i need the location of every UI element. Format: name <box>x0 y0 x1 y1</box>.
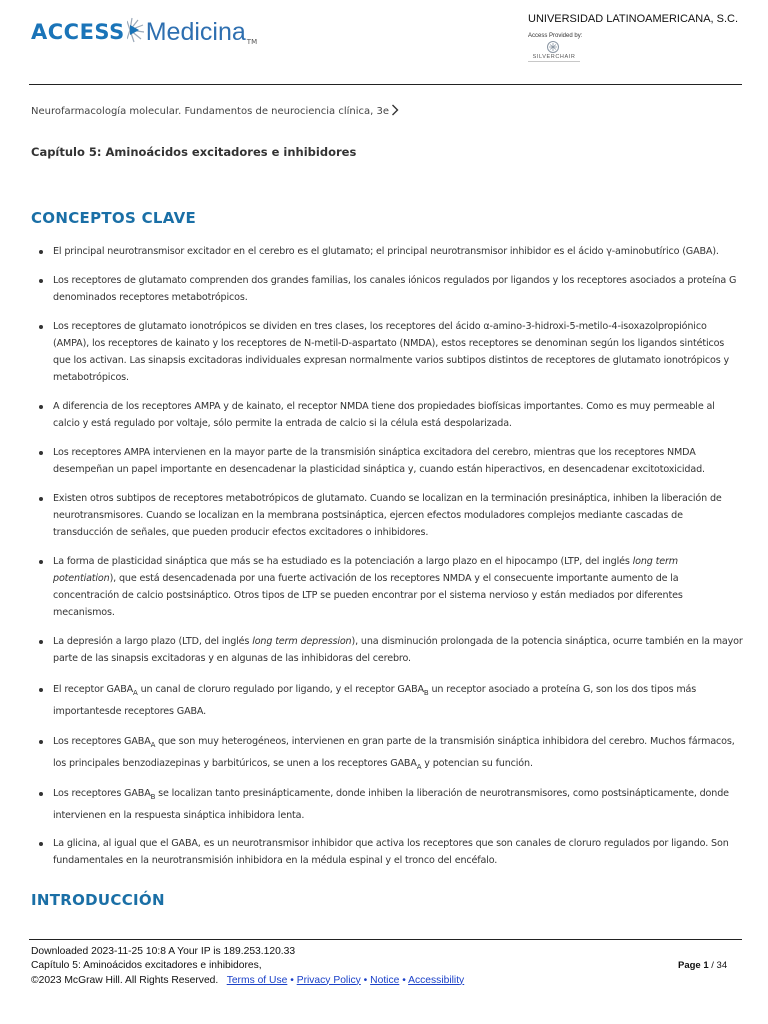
subscript: A <box>133 688 138 697</box>
list-item-text: Los receptores GABA <box>53 788 151 799</box>
list-item <box>31 679 743 723</box>
site-header <box>0 0 768 86</box>
list-item-text: La forma de plasticidad sináptica que más se ha estudiado es la potenciación a largo plazo en el hipocampo (LTP, del inglés <box>53 556 633 567</box>
page-footer <box>31 945 464 988</box>
copyright-text: ©2023 McGraw Hill. All Rights Reserved. <box>31 974 219 986</box>
list-item-text: ), una disminución prolongada de la potencia sináptica, ocurre también en la mayor parte de las sinapsis excitadoras y en algunas de las inhibidoras del cerebro. <box>53 636 743 664</box>
list-item: Los receptores AMPA intervienen en la mayor parte de la transmisión sináptica excitadora del cerebro, mientras que los receptores NMDA desempeñan un papel importante en desencadenar la plasticidad sináptica y, cuando están hiperactivos, en desencadenar excitotoxicidad. <box>31 444 743 478</box>
footer-legal-line <box>31 974 464 988</box>
list-item: La glicina, al igual que el GABA, es un neurotransmisor inhibidor que activa los receptores que son canales de cloruro regulados por ligando. Son fundamentales en la neurotransmisión inhibidora en la médula espinal y el tronco del encéfalo. <box>31 835 743 869</box>
list-item-text: La depresión a largo plazo (LTD, del inglés <box>53 636 253 647</box>
breadcrumb <box>31 104 399 119</box>
access-provided-label: Access Provided by: <box>528 33 583 39</box>
silverchair-logo <box>526 41 582 65</box>
silverchair-icon <box>546 41 560 53</box>
logo-access-text: ACCESS <box>31 20 125 44</box>
page-total: / 34 <box>711 960 728 971</box>
chapter-title: Capítulo 5: Aminoácidos excitadores e inhibidores <box>31 145 357 159</box>
separator-bullet: • <box>363 974 368 986</box>
logo-burst-icon <box>127 17 145 47</box>
logo-trademark: TM <box>246 38 258 46</box>
silverchair-logo-text: SILVERCHAIR <box>532 54 576 60</box>
separator-bullet: • <box>402 974 406 986</box>
download-info: Downloaded 2023-11-25 10:8 A Your IP is 189.253.120.33 <box>31 946 296 957</box>
page-indicator <box>678 960 727 971</box>
list-item-text: un receptor asociado a proteína G, son los dos tipos más importantesde receptores GABA. <box>53 684 697 717</box>
footer-divider <box>29 939 742 940</box>
page-number: Page 1 <box>678 960 709 971</box>
list-item-english-term: long term depression <box>252 636 352 647</box>
section-heading-key-concepts: CONCEPTOS CLAVE <box>31 209 197 227</box>
list-item-english-term: long term potentiation <box>53 556 678 584</box>
list-item <box>31 783 743 827</box>
list-item-text: un canal de cloruro regulado por ligando, y el receptor GABA <box>137 684 424 695</box>
footer-chapter: Capítulo 5: Aminoácidos excitadores e inhibidores, <box>31 960 262 972</box>
privacy-policy-link[interactable]: Privacy Policy <box>296 974 361 986</box>
list-item-text: ), que está desencadenada por una fuerte activación de los receptores NMDA y el consecuente importante aumento de la concentración de calcio postsináptico. Otros tipos de LTP se pueden encontrar por el sistema nervioso y están mediados por diferentes mecanismos. <box>53 573 683 618</box>
subscript: B <box>423 688 429 697</box>
subscript: B <box>150 792 156 801</box>
list-item: El principal neurotransmisor excitador en el cerebro es el glutamato; el principal neurotransmisor inhibidor es el ácido γ-aminobutírico (GABA). <box>31 243 743 260</box>
accessibility-link[interactable]: Accessibility <box>408 974 465 986</box>
silverchair-underline <box>528 61 580 62</box>
chevron-right-icon[interactable] <box>391 104 399 119</box>
list-item-text: El receptor GABA <box>53 684 134 695</box>
breadcrumb-book-link[interactable]: Neurofarmacología molecular. Fundamentos de neurociencia clínica, 3e <box>31 106 390 117</box>
list-item-text: Los receptores GABA <box>53 736 151 747</box>
list-item: Los receptores de glutamato comprenden dos grandes familias, los canales iónicos regulados por ligandos y los receptores asociados a proteína G denominados receptores metabotrópicos. <box>31 272 743 306</box>
list-item <box>31 731 743 775</box>
list-item-text: y potencian su función. <box>421 758 533 769</box>
list-item-text: se localizan tanto presinápticamente, donde inhiben la liberación de neurotransmisores, como postsinápticamente, donde intervienen en la respuesta sináptica inhibidora lenta. <box>53 788 729 821</box>
section-heading-introduction: INTRODUCCIÓN <box>31 891 165 909</box>
accessmedicina-logo[interactable] <box>31 12 257 52</box>
subscript: A <box>416 762 422 771</box>
terms-of-use-link[interactable]: Terms of Use <box>226 974 288 986</box>
separator-bullet: • <box>290 974 294 986</box>
list-item <box>31 553 743 621</box>
key-concepts-list <box>31 243 743 881</box>
list-item <box>31 633 743 667</box>
list-item: Los receptores de glutamato ionotrópicos se dividen en tres clases, los receptores del ácido α-amino-3-hidroxi-5-metilo-4-isoxazolpropiónico (AMPA), los receptores de kainato y los receptores de N-metil-D-aspartato (NMDA), estos receptores se denominan según los ligandos sintéticos que los activan. Las sinapsis excitadoras individuales expresan normalmente varios subtipos distintos de receptores de glutamato ionotrópicos y metabotrópicos. <box>31 318 743 386</box>
header-divider <box>29 84 742 85</box>
list-item: A diferencia de los receptores AMPA y de kainato, el receptor NMDA tiene dos propiedades biofísicas importantes. Como es muy permeable al calcio y está regulado por voltaje, sólo permite la entrada de calcio si la célula está despolarizada. <box>31 398 743 432</box>
notice-link[interactable]: Notice <box>370 974 400 986</box>
institution-name: UNIVERSIDAD LATINOAMERICANA, S.C. <box>528 13 739 25</box>
list-item: Existen otros subtipos de receptores metabotrópicos de glutamato. Cuando se localizan en la terminación presináptica, inhiben la liberación de neurotransmisores. Cuando se localizan en la membrana postsináptica, ejercen efectos moduladores complejos mediante cascadas de transducción de señales, que pueden producir efectos excitadores o inhibidores. <box>31 490 743 541</box>
list-item-text: que son muy heterogéneos, intervienen en gran parte de la transmisión sináptica inhibidora del cerebro. Muchos fármacos, los principales benzodiazepinas y barbitúricos, se unen a los receptores GABA <box>53 736 735 769</box>
logo-medicina-text: Medicina <box>145 17 246 46</box>
subscript: A <box>150 740 156 749</box>
